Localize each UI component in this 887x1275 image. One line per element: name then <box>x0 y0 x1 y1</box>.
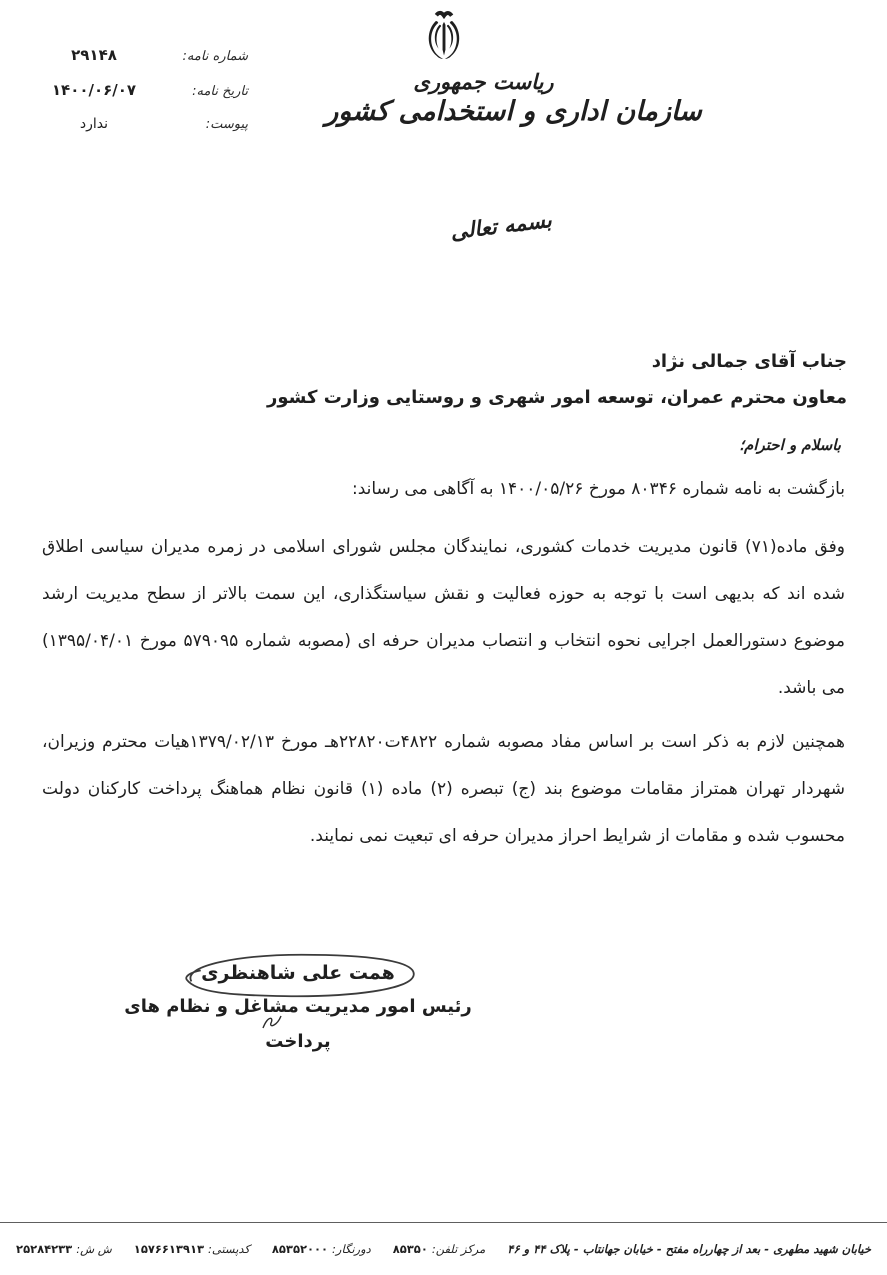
body-intro-line: بازگشت به نامه شماره ۸۰۳۴۶ مورخ ۱۴۰۰/۰۵/۲۶ به آگاهی می رساند: <box>352 479 845 499</box>
body-paragraph-1: وفق ماده(۷۱) قانون مدیریت خدمات کشوری، نمایندگان مجلس شورای اسلامی در زمره مدیران سیاسی اطلاق شده اند که بدیهی است با توجه به حوزه فعالیت و نقش سیاستگذاری، این سمت بالاتر از سطح مدیریت ارشد موضوع دستورالعمل اجرایی نحوه انتخاب و انتصاب مدیران حرفه ای (مصوبه شماره ۵۷۹۰۹۵ مورخ ۱۳۹۵/۰۴/۰۱) می باشد. <box>42 537 846 698</box>
recipient-name-line: جناب آقای جمالی نژاد <box>651 351 847 372</box>
footer-registry-value: ۲۵۲۸۴۲۳۳ <box>16 1242 73 1256</box>
footer-registry-number <box>16 1242 112 1256</box>
attachment-label: پیوست: <box>205 117 248 132</box>
iran-emblem-icon <box>420 10 468 66</box>
signature-scribble-icon <box>261 1013 283 1031</box>
signature-block <box>118 956 478 1058</box>
footer-address: خیابان شهید مطهری - بعد از چهارراه مفتح - خیابان جهانتاب - پلاک ۴۴ و ۴۶ <box>507 1242 871 1256</box>
footer-fax <box>272 1242 371 1256</box>
letter-number-value: ۲۹۱۴۸ <box>71 46 117 64</box>
letter-date-label: تاریخ نامه: <box>192 84 248 99</box>
signatory-title-line1: رئیس امور مدیریت مشاغل و نظام های <box>124 996 472 1017</box>
salutation-line: باسلام و احترام؛ <box>739 436 841 454</box>
body-paragraph-2: همچنین لازم به ذکر است بر اساس مفاد مصوبه شماره ۴۸۲۲ت۲۲۸۲۰هـ مورخ ۱۳۷۹/۰۲/۱۳هیات محترم وزیران، شهردار تهران همتراز مقامات موضوع بند (ج) تبصره (۲) ماده (۱) قانون نظام هماهنگ پرداخت کارکنان دولت محسوب شده و مقامات از شرایط احراز مدیران حرفه ای تبعیت نمی نمایند. <box>42 732 845 846</box>
footer-phone-label: مرکز تلفن: <box>431 1242 486 1256</box>
signatory-title-line2: پرداخت <box>265 1031 331 1052</box>
letter-date-value: ۱۴۰۰/۰۶/۰۷ <box>51 81 137 99</box>
footer-registry-label: ش ش: <box>76 1242 112 1256</box>
org-header <box>0 10 887 127</box>
recipient-block <box>40 344 847 416</box>
footer-postal-value: ۱۵۷۶۶۱۳۹۱۳ <box>133 1242 204 1256</box>
org-name-line: سازمان اداری و استخدامی کشور <box>325 96 702 127</box>
signatory-name: همت علی شاهنظری <box>201 962 395 984</box>
besmellah-calligraphy: بسمه تعالی <box>449 207 553 245</box>
org-presidency-line: ریاست جمهوری <box>413 70 554 94</box>
footer-fax-value: ۸۵۳۵۲۰۰۰ <box>271 1242 329 1256</box>
letter-number-label: شماره نامه: <box>182 49 248 64</box>
footer-phone <box>393 1242 486 1256</box>
recipient-title-line: معاون محترم عمران، توسعه امور شهری و روستایی وزارت کشور <box>267 387 847 408</box>
footer-postal-code <box>134 1242 250 1256</box>
footer-postal-label: کدپستی: <box>208 1242 250 1256</box>
signatory-name-wrap <box>187 956 409 988</box>
attachment-value: ندارد <box>79 116 109 132</box>
footer-phone-value: ۸۵۳۵۰ <box>392 1242 428 1256</box>
footer-fax-label: دورنگار: <box>332 1242 371 1256</box>
signatory-title-line2-wrap <box>265 1025 330 1058</box>
letter-footer <box>0 1222 887 1275</box>
